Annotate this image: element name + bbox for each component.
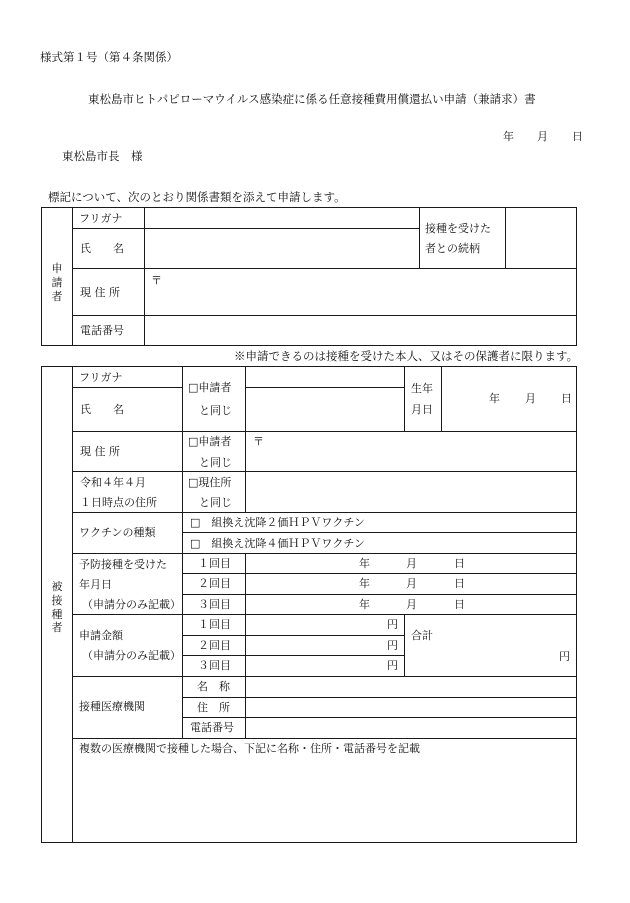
page-title: 東松島市ヒトパピローマウイルス感染症に係る任意接種費用償還払い申請（兼請求）書 <box>88 92 536 106</box>
vaccination-date-label-line3: （申請分のみ記載） <box>82 598 181 611</box>
prior-same-checkbox[interactable]: □現住所 <box>188 476 232 489</box>
birth-label-line2: 月日 <box>411 403 433 416</box>
total-label: 合計 <box>411 629 433 642</box>
applicant-postal-icon: 〒 <box>151 274 162 287</box>
applicant-phone-input[interactable] <box>146 317 575 344</box>
relation-input[interactable] <box>507 209 575 267</box>
institution-name-input[interactable] <box>247 678 575 696</box>
vaccine-option-quadrivalent[interactable]: □ 組換え沈降４価ＨＰＶワクチン <box>190 537 365 550</box>
prior-address-label-line1: 令和４年４月 <box>80 476 146 489</box>
dose-2-year: 年 <box>359 577 370 590</box>
applicant-name-input[interactable] <box>146 230 417 267</box>
relation-label-line1: 接種を受けた <box>425 222 491 235</box>
dose-1-month: 月 <box>406 557 417 570</box>
intro-text: 標記について、次のとおり関係書類を添えて申請します。 <box>48 190 346 204</box>
multiple-institutions-note: 複数の医療機関で接種した場合、下記に名称・住所・電話番号を記載 <box>79 742 420 755</box>
vaccine-type-label: ワクチンの種類 <box>79 526 156 539</box>
dose-3-month: 月 <box>406 598 417 611</box>
applicant-furigana-label: フリガナ <box>79 212 123 225</box>
name-same-checkbox[interactable]: □申請者 <box>188 381 232 394</box>
dose-1-day: 日 <box>454 557 465 570</box>
amount-label-line1: 申請金額 <box>79 629 123 642</box>
recipient-address-label: 現 住 所 <box>80 445 120 458</box>
dose-1-amount-label: １回目 <box>198 618 231 631</box>
dose-3-yen: 円 <box>387 659 398 672</box>
dose-2-yen: 円 <box>387 639 398 652</box>
prior-same-label: と同じ <box>199 496 232 509</box>
birth-year-label: 年 <box>489 392 500 405</box>
form-number: 様式第１号（第４条関係） <box>40 50 178 64</box>
dose-1-date-label: １回目 <box>198 557 231 570</box>
vaccination-date-label-line2: 年月日 <box>79 578 112 591</box>
dose-1-yen: 円 <box>387 618 398 631</box>
birth-month-label: 月 <box>525 392 536 405</box>
name-same-label: と同じ <box>199 404 232 417</box>
multiple-institutions-input[interactable] <box>74 760 575 841</box>
eligibility-note: ※申請できるのは接種を受けた本人、又はその保護者に限ります。 <box>234 349 579 363</box>
prior-address-input[interactable] <box>247 473 575 511</box>
dose-3-amount-label: ３回目 <box>198 659 231 672</box>
birth-label-line1: 生年 <box>411 382 433 395</box>
dose-3-date-label: ３回目 <box>198 598 231 611</box>
dose-2-month: 月 <box>406 577 417 590</box>
date-day-label: 日 <box>572 130 583 143</box>
dose-2-day: 日 <box>454 577 465 590</box>
institution-address-label: 住 所 <box>197 701 230 714</box>
date-month-label: 月 <box>537 130 548 143</box>
applicant-address-label: 現 住 所 <box>80 286 120 299</box>
relation-label-line2: 者との続柄 <box>425 242 480 255</box>
dose-2-date-label: ２回目 <box>198 577 231 590</box>
applicant-section-label: 申請者 <box>51 262 63 303</box>
recipient-section-label: 被接種者 <box>51 580 63 635</box>
institution-phone-input[interactable] <box>247 719 575 737</box>
dose-3-year: 年 <box>359 598 370 611</box>
recipient-address-input[interactable] <box>270 433 575 470</box>
amount-label-line2: （申請分のみ記載） <box>82 649 181 662</box>
address-same-checkbox[interactable]: □申請者 <box>188 435 232 448</box>
institution-name-label: 名 称 <box>197 680 230 693</box>
recipient-postal-icon: 〒 <box>253 435 264 448</box>
addressee: 東松島市長 様 <box>62 149 143 163</box>
prior-address-label-line2: １日時点の住所 <box>80 496 157 509</box>
recipient-furigana-input[interactable] <box>247 368 402 386</box>
institution-address-input[interactable] <box>247 699 575 716</box>
applicant-furigana-input[interactable] <box>146 209 417 227</box>
applicant-name-label: 氏 名 <box>80 242 124 255</box>
vaccination-date-label-line1: 予防接種を受けた <box>79 558 167 571</box>
institution-label: 接種医療機関 <box>79 700 145 713</box>
dose-3-day: 日 <box>454 598 465 611</box>
dose-2-amount-label: ２回目 <box>198 639 231 652</box>
vaccine-option-bivalent[interactable]: □ 組換え沈降２価ＨＰＶワクチン <box>190 516 365 529</box>
applicant-phone-label: 電話番号 <box>80 324 124 337</box>
birth-day-label: 日 <box>561 392 572 405</box>
recipient-name-label: 氏 名 <box>80 403 124 416</box>
institution-phone-label: 電話番号 <box>190 721 234 734</box>
recipient-furigana-label: フリガナ <box>79 371 123 384</box>
dose-1-year: 年 <box>359 557 370 570</box>
applicant-address-input[interactable] <box>165 270 575 314</box>
date-year-label: 年 <box>503 130 514 143</box>
total-yen: 円 <box>559 650 570 663</box>
recipient-name-input[interactable] <box>247 389 402 430</box>
address-same-label: と同じ <box>199 456 232 469</box>
